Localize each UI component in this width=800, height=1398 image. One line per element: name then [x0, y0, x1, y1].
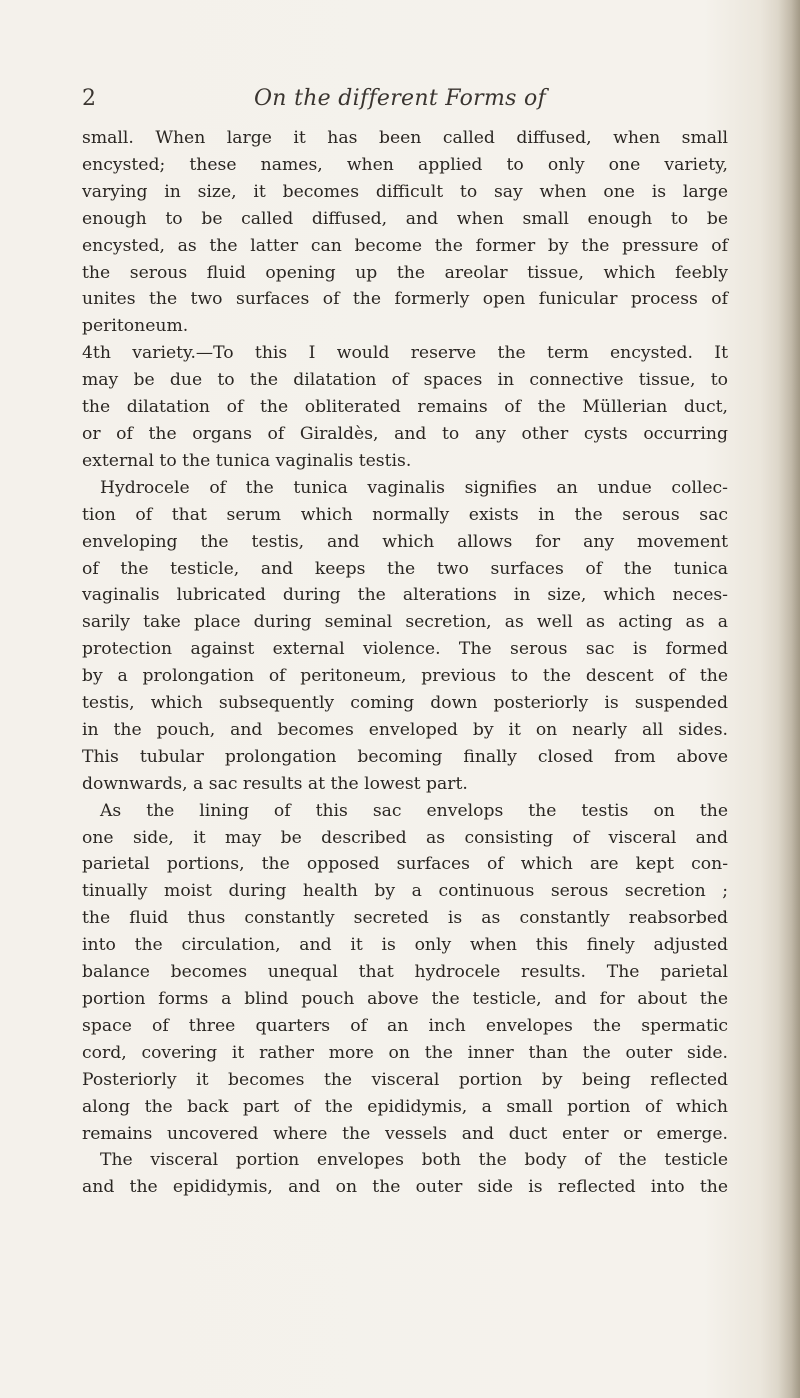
text-line: vaginalis lubricated during the alterations in size, which neces- [82, 585, 728, 606]
text-line: encysted, as the latter can become the former by the pressure of [82, 235, 728, 256]
text-line: one side, it may be described as consisting of visceral and [82, 827, 728, 848]
text-line: tinually moist during health by a continuous serous secretion ; [82, 881, 728, 902]
text-line: small. When large it has been called diffused, when small [82, 128, 728, 148]
text-line: remains uncovered where the vessels and duct enter or emerge. [82, 1123, 728, 1144]
text-line: or of the organs of Giraldès, and to any other cysts occurring [82, 423, 728, 444]
text-line: unites the two surfaces of the formerly open funicular process of [82, 289, 728, 310]
text-line: space of three quarters of an inch envelopes the spermatic [82, 1015, 728, 1036]
text-line: The visceral portion envelopes both the body of the testicle [100, 1150, 728, 1171]
text-line: 4th variety.—To this I would reserve the term encysted. It [82, 343, 728, 364]
page-number: 2 [82, 86, 96, 111]
text-line: cord, covering it rather more on the inner than the outer side. [82, 1042, 728, 1063]
text-line: the fluid thus constantly secreted is as constantly reabsorbed [82, 908, 728, 929]
text-line: along the back part of the epididymis, a small portion of which [82, 1096, 728, 1117]
text-line: of the testicle, and keeps the two surfaces of the tunica [82, 558, 728, 579]
text-line: and the epididymis, and on the outer side is reflected into the [82, 1177, 728, 1198]
text-line: protection against external violence. The serous sac is formed [82, 639, 728, 660]
text-line: balance becomes unequal that hydrocele results. The parietal [82, 962, 728, 983]
text-line: parietal portions, the opposed surfaces of which are kept con- [82, 854, 728, 875]
page-edge-shadow [778, 0, 800, 1398]
text-line: Posteriorly it becomes the visceral portion by being reflected [82, 1069, 728, 1090]
text-line: Hydrocele of the tunica vaginalis signifies an undue collec- [100, 477, 728, 498]
text-line: varying in size, it becomes difficult to say when one is large [82, 181, 728, 202]
text-line: into the circulation, and it is only when this finely adjusted [82, 935, 728, 956]
text-line: encysted; these names, when applied to only one variety, [82, 154, 728, 175]
text-line: by a prolongation of peritoneum, previous to the descent of the [82, 666, 728, 687]
running-title: On the different Forms of [253, 86, 547, 111]
body-text [82, 125, 728, 1201]
text-line: tion of that serum which normally exists in the serous sac [82, 504, 728, 525]
text-line: enough to be called diffused, and when small enough to be [82, 208, 728, 229]
text-line: As the lining of this sac envelops the testis on the [100, 800, 728, 821]
text-line: the dilatation of the obliterated remains of the Müllerian duct, [82, 397, 728, 418]
text-line: enveloping the testis, and which allows for any movement [82, 531, 728, 552]
text-line: in the pouch, and becomes enveloped by it on nearly all sides. [82, 719, 728, 740]
text-line: testis, which subsequently coming down posteriorly is suspended [82, 693, 728, 714]
text-line: external to the tunica vaginalis testis. [82, 450, 412, 471]
text-line: peritoneum. [82, 316, 189, 337]
text-line: the serous fluid opening up the areolar tissue, which feebly [82, 262, 728, 283]
text-line: sarily take place during seminal secretion, as well as acting as a [82, 612, 728, 633]
text-line: downwards, a sac results at the lowest part. [82, 773, 468, 794]
text-line: may be due to the dilatation of spaces in connective tissue, to [82, 370, 728, 391]
text-line: portion forms a blind pouch above the testicle, and for about the [82, 989, 728, 1009]
text-line: This tubular prolongation becoming finally closed from above [82, 746, 728, 767]
